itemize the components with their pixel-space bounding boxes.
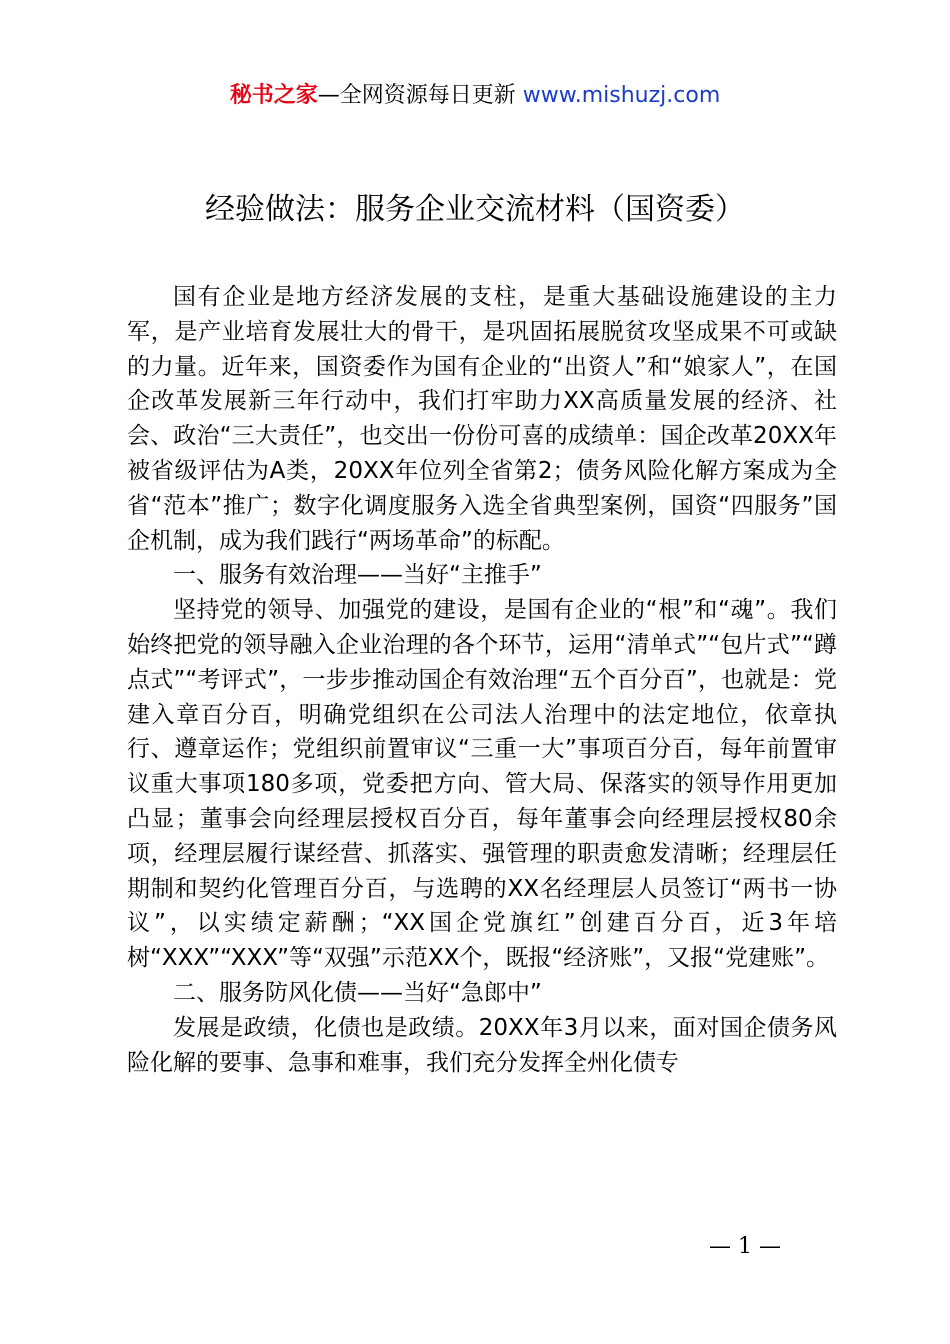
- body-paragraph: 国有企业是地方经济发展的支柱，是重大基础设施建设的主力军，是产业培育发展壮大的骨干，是巩固拓展脱贫攻坚成果不可或缺的力量。近年来，国资委作为国有企业的“出资人”和“娘家人”，在国企改革发展新三年行动中，我们打牢助力XX高质量发展的经济、社会、政治“三大责任”，也交出一份份可喜的成绩单：国企改革20XX年被省级评估为A类，20XX年位列全省第2；债务风险化解方案成为全省“范本”推广；数字化调度服务入选全省典型案例，国资“四服务”国企机制，成为我们践行“两场革命”的标配。: [127, 284, 837, 554]
- section-heading: 一、服务有效治理——当好“主推手”: [173, 562, 542, 589]
- site-banner: [0, 80, 950, 112]
- document-body: [127, 280, 837, 1080]
- body-paragraph: 发展是政绩，化债也是政绩。20XX年3月以来，面对国企债务风险化解的要事、急事和难事，我们充分发挥全州化债专: [127, 1014, 837, 1076]
- page-number: — 1 —: [709, 1234, 781, 1259]
- body-paragraph: 坚持党的领导、加强党的建设，是国有企业的“根”和“魂”。我们始终把党的领导融入企业治理的各个环节，运用“清单式”“包片式”“蹲点式”“考评式”，一步步推动国企有效治理“五个百分百”，也就是：党建入章百分百，明确党组织在公司法人治理中的法定地位，依章执行、遵章运作；党组织前置审议“三重一大”事项百分百，每年前置审议重大事项180多项，党委把方向、管大局、保落实的领导作用更加凸显；董事会向经理层授权百分百，每年董事会向经理层授权80余项，经理层履行谋经营、抓落实、强管理的职责愈发清晰；经理层任期制和契约化管理百分百，与选聘的XX名经理层人员签订“两书一协议”，以实绩定薪酬；“XX国企党旗红”创建百分百，近3年培树“XXX”“XXX”等“双强”示范XX个，既报“经济账”，又报“党建账”。: [127, 597, 837, 972]
- banner-url-link[interactable]: www.mishuzj.com: [522, 83, 721, 108]
- banner-tagline: —全网资源每日更新: [317, 83, 516, 108]
- banner-brand: 秘书之家: [229, 83, 318, 108]
- section-heading: 二、服务防风化债——当好“急郎中”: [173, 979, 542, 1006]
- document-title: 经验做法：服务企业交流材料（国资委）: [205, 192, 745, 227]
